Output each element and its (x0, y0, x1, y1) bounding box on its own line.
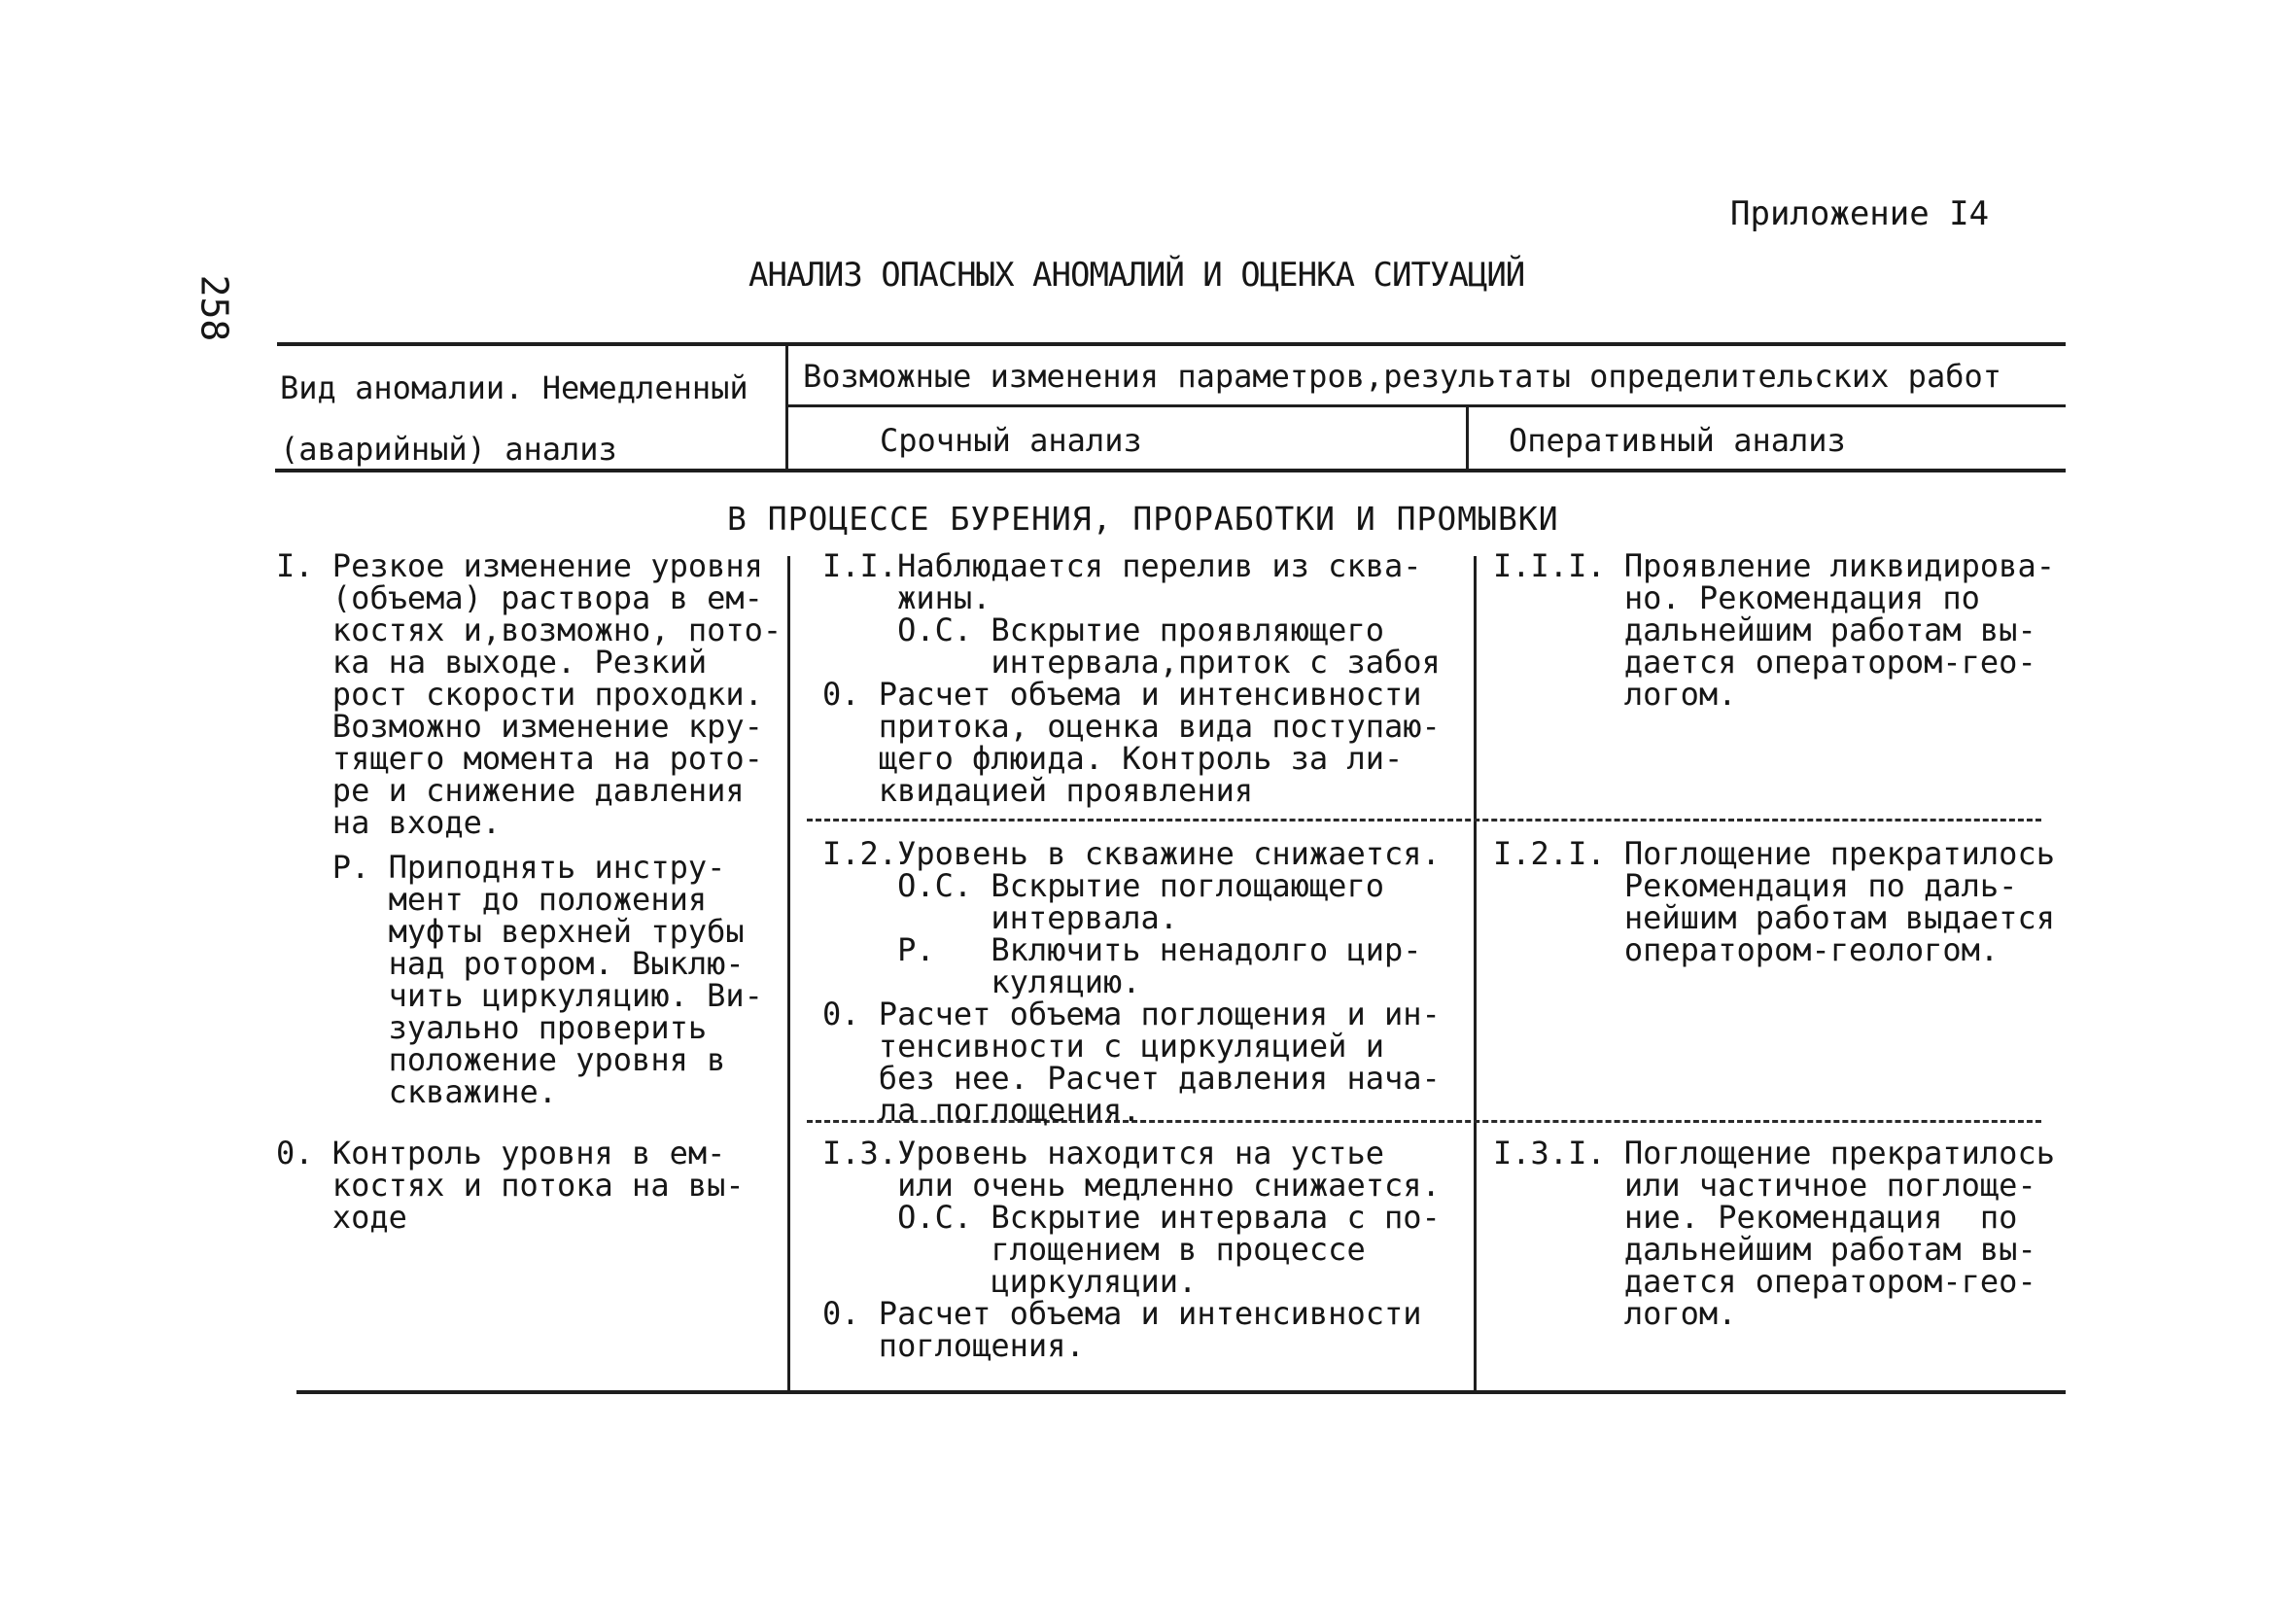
col2-b1-line: жины. (822, 579, 991, 616)
col1-b1-line: ка на выходе. Резкий (276, 644, 708, 681)
col3-b2-line: нейшим работам выдается (1493, 899, 2055, 936)
col1-b2-line: скважине. (276, 1073, 557, 1110)
col2-b1-line: I.I.Наблюдается перелив из сква- (822, 547, 1422, 584)
table-bottom-rule (296, 1390, 2066, 1394)
header-col1-line2: (аварийный) анализ (280, 431, 617, 468)
col3-b1-line: логом. (1493, 676, 1737, 713)
document-title: АНАЛИЗ ОПАСНЫХ АНОМАЛИЙ И ОЦЕНКА СИТУАЦИЙ (748, 256, 1525, 295)
col2-b2-line: без нее. Расчет давления нача- (822, 1060, 1441, 1097)
col1-b2-line: над ротором. Выклю- (276, 945, 745, 982)
group-header-rule (787, 404, 2066, 407)
col2-b3-line: циркуляции. (822, 1263, 1198, 1300)
col1-b1-line: на входе. (276, 804, 502, 841)
header-col1 (280, 358, 748, 480)
col1-b1-line: рост скорости проходки. (276, 676, 763, 713)
col3-b3-line: логом. (1493, 1295, 1737, 1332)
col3-b3-line: ние. Рекомендация по (1493, 1199, 2018, 1236)
col2-b1-line: щего флюида. Контроль за ли- (822, 740, 1404, 777)
col2-b2-line: Р. Включить ненадолго цир- (822, 931, 1422, 968)
col2-b1-line: интервала,приток с забоя (822, 644, 1441, 681)
col2-b2-line: I.2.Уровень в скважине снижается. (822, 835, 1441, 872)
col1-b3-line: костях и потока на вы- (276, 1167, 745, 1204)
col1-b3-line: ходе (276, 1199, 407, 1236)
col2-b1-line: 0. Расчет объема и интенсивности (822, 676, 1422, 713)
col1-b1-line: Возможно изменение кру- (276, 708, 763, 745)
col2-b2-line: ла поглощения. (822, 1092, 1141, 1129)
col2-b2-line: тенсивности с циркуляцией и (822, 1028, 1384, 1065)
col3-b1-line: дается оператором-гео- (1493, 644, 2036, 681)
col2-block-1 (822, 547, 1441, 809)
col3-b1-line: дальнейшим работам вы- (1493, 612, 2036, 648)
col2-b3-line: 0. Расчет объема и интенсивности (822, 1295, 1422, 1332)
col1-b1-line: ре и снижение давления (276, 772, 745, 809)
col2-b3-line: О.С. Вскрытие интервала с по- (822, 1199, 1441, 1236)
col3-block-1 (1493, 547, 2055, 713)
header-divider-2 (1466, 407, 1469, 472)
col1-b1-line: I. Резкое изменение уровня (276, 547, 763, 584)
col2-b2-line: О.С. Вскрытие поглощающего (822, 867, 1384, 904)
col1-b2-line: муфты верхней трубы (276, 913, 745, 950)
col1-b2-line: зуально проверить (276, 1009, 708, 1046)
col2-b2-line: интервала. (822, 899, 1179, 936)
appendix-label: Приложение I4 (1730, 194, 1990, 233)
col3-b3-line: I.3.I. Поглощение прекратилось (1493, 1135, 2055, 1171)
col2-b1-line: притока, оценка вида поступаю- (822, 708, 1441, 745)
col3-b2-line: Рекомендация по даль- (1493, 867, 2018, 904)
table-top-rule (277, 342, 2066, 346)
body-divider-1 (787, 556, 790, 1394)
col3-b2-line: оператором-геологом. (1493, 931, 2000, 968)
col3-block-2 (1493, 835, 2055, 968)
col1-block-3 (276, 1137, 745, 1234)
col1-b1-line: костях и,возможно, пото- (276, 612, 783, 648)
col1-b2-line: Р. Приподнять инстру- (276, 849, 726, 886)
col2-b1-line: квидацией проявления (822, 772, 1254, 809)
col1-b2-line: чить циркуляцию. Ви- (276, 977, 763, 1014)
header-col2: Срочный анализ (880, 422, 1142, 459)
col2-block-2 (822, 835, 1441, 1129)
row-separator-1 (807, 819, 2041, 821)
col2-b3-line: поглощения. (822, 1327, 1085, 1364)
col1-block-2 (276, 849, 763, 1110)
header-divider-1 (785, 342, 788, 472)
col2-b3-line: глощением в процессе (822, 1231, 1366, 1268)
col3-b3-line: дается оператором-гео- (1493, 1263, 2036, 1300)
header-col3: Оперативный анализ (1509, 422, 1846, 459)
col1-b1-line: (объема) раствора в ем- (276, 579, 763, 616)
col2-block-3 (822, 1137, 1441, 1362)
section-heading: В ПРОЦЕССЕ БУРЕНИЯ, ПРОРАБОТКИ И ПРОМЫВКИ (727, 500, 1559, 538)
header-col1-line1: Вид аномалии. Немедленный (280, 369, 748, 406)
col3-b1-line: I.I.I. Проявление ликвидирова- (1493, 547, 2055, 584)
body-divider-2 (1474, 556, 1477, 1394)
col1-b2-line: положение уровня в (276, 1041, 726, 1078)
col2-b3-line: или очень медленно снижается. (822, 1167, 1441, 1204)
col2-b2-line: куляцию. (822, 963, 1141, 1000)
col2-b1-line: О.С. Вскрытие проявляющего (822, 612, 1384, 648)
col1-b3-line: 0. Контроль уровня в ем- (276, 1135, 726, 1171)
col3-b1-line: но. Рекомендация по (1493, 579, 1980, 616)
col3-b3-line: дальнейшим работам вы- (1493, 1231, 2036, 1268)
col2-b2-line: 0. Расчет объема поглощения и ин- (822, 996, 1441, 1032)
col3-b2-line: I.2.I. Поглощение прекратилось (1493, 835, 2055, 872)
col1-block-1 (276, 547, 783, 841)
col3-b3-line: или частичное поглоще- (1493, 1167, 2036, 1204)
col1-b1-line: тящего момента на рото- (276, 740, 763, 777)
col3-block-3 (1493, 1137, 2055, 1330)
page-number: 258 (192, 274, 236, 342)
col2-b3-line: I.3.Уровень находится на устье (822, 1135, 1384, 1171)
col1-b2-line: мент до положения (276, 881, 708, 918)
header-group: Возможные изменения параметров,результаты определительских работ (803, 358, 2001, 395)
